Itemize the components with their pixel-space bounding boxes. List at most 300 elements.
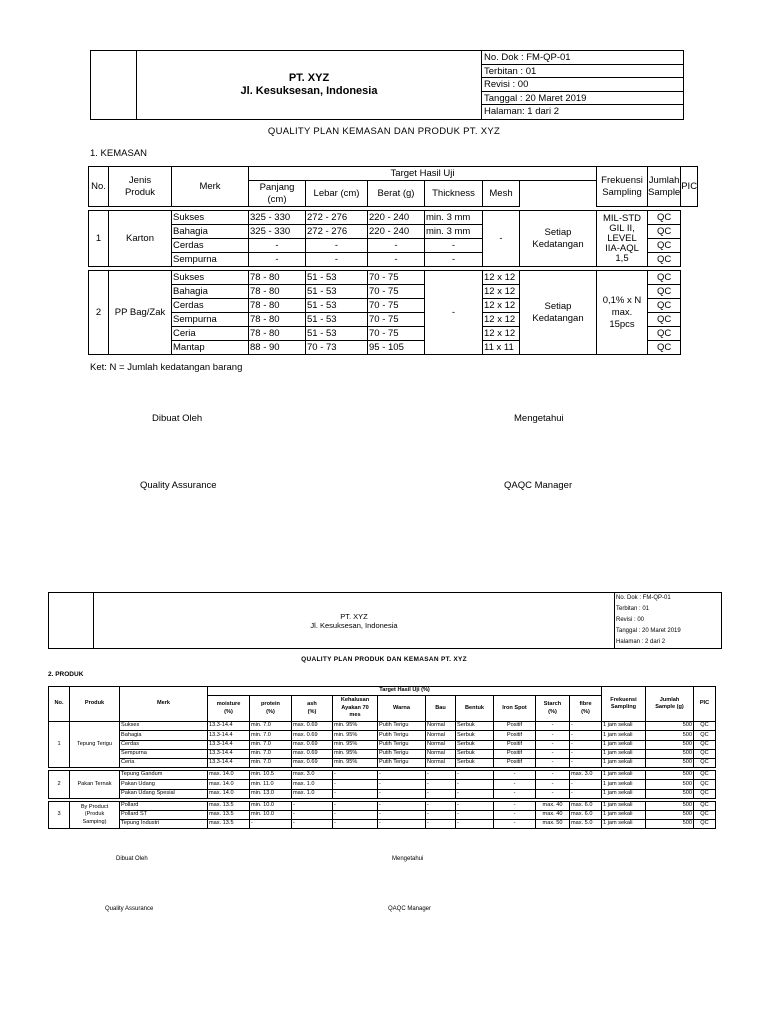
sign-dibuat-label: Dibuat Oleh (152, 413, 203, 424)
cell-keh: - (333, 820, 378, 829)
table-row (49, 820, 716, 829)
cell-warna: - (378, 771, 426, 780)
company-name: PT. XYZ (340, 611, 368, 621)
cell-panjang: 78 - 80 (249, 285, 306, 299)
group-jenis: PP Bag/Zak (109, 271, 172, 355)
table-row (89, 271, 698, 285)
group-by-product (49, 798, 716, 829)
table-row (49, 771, 716, 780)
cell-prot: min. 7.0 (250, 722, 292, 731)
header-bentuk: Bentuk (456, 696, 494, 722)
cell-keh: - (333, 810, 378, 819)
header-thickness: Thickness (425, 181, 483, 207)
table-row (49, 731, 716, 740)
cell-iron: - (494, 771, 536, 780)
meta-no-dok: No. Dok : FM-QP-01 (482, 51, 683, 65)
cell-bau: - (426, 789, 456, 798)
cell-keh: min. 95% (333, 740, 378, 749)
cell-fibre: max. 6.0 (570, 810, 602, 819)
cell-fibre: max. 3.0 (570, 771, 602, 780)
cell-bau: Normal (426, 749, 456, 758)
cell-warna: Putih Terigu (378, 758, 426, 767)
cell-bau: Normal (426, 740, 456, 749)
sign-mengetahui-label: Mengetahui (392, 856, 424, 862)
cell-frek: 1 jam sekali (602, 731, 646, 740)
footnote: Ket: N = Jumlah kedatangan barang (90, 362, 243, 373)
cell-prot: min. 10.0 (250, 801, 292, 810)
cell-pic: QC (648, 299, 681, 313)
cell-bau: Normal (426, 722, 456, 731)
cell-thickness: - (425, 253, 483, 267)
header-lebar: Lebar (cm) (306, 181, 368, 207)
cell-mesh: 11 x 11 (483, 341, 520, 355)
cell-starch: max. 40 (536, 801, 570, 810)
group-jumlah: MIL-STD GIL II, LEVEL IIA-AQL 1,5 (597, 211, 648, 267)
cell-pic: QC (694, 810, 716, 819)
cell-merk: Cerdas (120, 740, 208, 749)
cell-fibre: - (570, 789, 602, 798)
cell-merk: Sempurna (172, 253, 249, 267)
cell-jml: 500 (646, 820, 694, 829)
cell-merk: Tepung Industri (120, 820, 208, 829)
cell-prot: min. 10.5 (250, 771, 292, 780)
cell-panjang: 78 - 80 (249, 271, 306, 285)
cell-jml: 500 (646, 749, 694, 758)
cell-bau: - (426, 771, 456, 780)
cell-keh: - (333, 780, 378, 789)
cell-warna: Putih Terigu (378, 740, 426, 749)
cell-fibre: - (570, 780, 602, 789)
table-row (49, 780, 716, 789)
header-target: Target Hasil Uji (%) (208, 687, 602, 696)
group-pakan-ternak (49, 768, 716, 799)
cell-ash: - (292, 820, 333, 829)
cell-moist: 13.3-14.4 (208, 731, 250, 740)
cell-merk: Pakan Udang (120, 780, 208, 789)
cell-merk: Bahagia (172, 285, 249, 299)
cell-starch: - (536, 731, 570, 740)
table-row (49, 722, 716, 731)
table-row (49, 749, 716, 758)
table-row (89, 211, 698, 225)
meta-halaman: Halaman : 2 dari 2 (616, 639, 666, 645)
cell-ash: max. 1.0 (292, 789, 333, 798)
cell-iron: - (494, 810, 536, 819)
header-jumlah: Jumlah Sample (648, 167, 681, 207)
section-heading: 2. PRODUK (48, 671, 84, 678)
group-mesh: - (483, 211, 520, 267)
cell-starch: - (536, 789, 570, 798)
cell-pic: QC (648, 341, 681, 355)
cell-prot: min. 11.0 (250, 780, 292, 789)
cell-ash: max. 3.0 (292, 771, 333, 780)
document-title: QUALITY PLAN PRODUK DAN KEMASAN PT. XYZ (301, 656, 467, 663)
cell-moist: 13.3-14.4 (208, 722, 250, 731)
sign-mengetahui-label: Mengetahui (514, 413, 564, 424)
cell-keh: min. 95% (333, 731, 378, 740)
meta-terbitan: Terbitan : 01 (616, 606, 650, 612)
cell-panjang: 78 - 80 (249, 299, 306, 313)
cell-bentuk: - (456, 780, 494, 789)
cell-frek: 1 jam sekali (602, 780, 646, 789)
cell-ash: - (292, 801, 333, 810)
header-protein: protein (%) (250, 696, 292, 722)
cell-lebar: 51 - 53 (306, 327, 368, 341)
cell-pic: QC (648, 225, 681, 239)
cell-jml: 500 (646, 758, 694, 767)
cell-merk: Pakan Udang Spesial (120, 789, 208, 798)
cell-moist: 13.3-14.4 (208, 758, 250, 767)
cell-lebar: 51 - 53 (306, 285, 368, 299)
header-bau: Bau (426, 696, 456, 722)
cell-frek: 1 jam sekali (602, 810, 646, 819)
group-frekuensi: Setiap Kedatangan (520, 271, 597, 355)
header-moisture: moisture (%) (208, 696, 250, 722)
cell-mesh: 12 x 12 (483, 271, 520, 285)
cell-frek: 1 jam sekali (602, 789, 646, 798)
cell-bentuk: - (456, 820, 494, 829)
cell-warna: Putih Terigu (378, 749, 426, 758)
cell-frek: 1 jam sekali (602, 749, 646, 758)
section-heading: 1. KEMASAN (90, 148, 148, 159)
cell-warna: - (378, 789, 426, 798)
cell-moist: max. 14.0 (208, 771, 250, 780)
cell-fibre: - (570, 740, 602, 749)
cell-berat: 95 - 105 (368, 341, 425, 355)
cell-berat: 70 - 75 (368, 327, 425, 341)
cell-iron: Positif (494, 740, 536, 749)
company-address: Jl. Kesuksesan, Indonesia (310, 620, 398, 630)
cell-frek: 1 jam sekali (602, 740, 646, 749)
header-iron-spot: Iron Spot (494, 696, 536, 722)
cell-starch: - (536, 758, 570, 767)
meta-halaman: Halaman: 1 dari 2 (484, 106, 559, 118)
header-pic: PIC (681, 167, 698, 207)
cell-lebar: - (306, 239, 368, 253)
cell-iron: - (494, 780, 536, 789)
cell-pic: QC (694, 731, 716, 740)
cell-warna: - (378, 780, 426, 789)
company-address: Jl. Kesuksesan, Indonesia (240, 85, 378, 97)
cell-bau: - (426, 820, 456, 829)
cell-lebar: - (306, 253, 368, 267)
sign-dibuat-label: Dibuat Oleh (116, 856, 148, 862)
cell-pic: QC (648, 253, 681, 267)
header-starch: Starch (%) (536, 696, 570, 722)
cell-bau: - (426, 810, 456, 819)
sign-manager-label: QAQC Manager (388, 906, 432, 912)
cell-bentuk: - (456, 771, 494, 780)
cell-panjang: 78 - 80 (249, 327, 306, 341)
cell-prot: min. 7.0 (250, 740, 292, 749)
cell-starch: - (536, 780, 570, 789)
cell-pic: QC (694, 740, 716, 749)
cell-merk: Sempurna (120, 749, 208, 758)
cell-moist: max. 13.5 (208, 810, 250, 819)
cell-starch: - (536, 771, 570, 780)
cell-berat: 220 - 240 (368, 225, 425, 239)
cell-lebar: 70 - 73 (306, 341, 368, 355)
cell-warna: - (378, 810, 426, 819)
cell-merk: Mantap (172, 341, 249, 355)
header-no: No. (89, 167, 109, 207)
group-jumlah: 0,1% x N max. 15pcs (597, 271, 648, 355)
group-produk: By Product (Produk Samping) (70, 801, 120, 829)
header-warna: Warna (378, 696, 426, 722)
cell-jml: 500 (646, 731, 694, 740)
meta-revisi: Revisi : 00 (616, 617, 645, 623)
cell-frek: 1 jam sekali (602, 722, 646, 731)
cell-prot: min. 7.0 (250, 749, 292, 758)
sign-qa-label: Quality Assurance (140, 480, 217, 491)
cell-merk: Bahagia (120, 731, 208, 740)
cell-starch: max. 40 (536, 810, 570, 819)
group-produk: Pakan Ternak (70, 771, 120, 799)
header-merk: Merk (120, 687, 208, 722)
cell-thickness: min. 3 mm (425, 225, 483, 239)
header-merk: Merk (172, 167, 249, 207)
table-row (49, 740, 716, 749)
cell-mesh: 12 x 12 (483, 299, 520, 313)
cell-fibre: max. 6.0 (570, 801, 602, 810)
cell-merk: Cerdas (172, 299, 249, 313)
cell-lebar: 51 - 53 (306, 271, 368, 285)
cell-pic: QC (694, 801, 716, 810)
cell-jml: 500 (646, 810, 694, 819)
cell-panjang: - (249, 253, 306, 267)
cell-merk: Sukses (172, 271, 249, 285)
cell-moist: max. 13.5 (208, 820, 250, 829)
cell-jml: 500 (646, 740, 694, 749)
cell-panjang: 325 - 330 (249, 211, 306, 225)
cell-berat: 70 - 75 (368, 313, 425, 327)
cell-merk: Tepung Gandum (120, 771, 208, 780)
cell-starch: - (536, 740, 570, 749)
cell-bentuk: Serbuk (456, 722, 494, 731)
cell-iron: Positif (494, 722, 536, 731)
cell-ash: max. 0.69 (292, 758, 333, 767)
cell-warna: - (378, 801, 426, 810)
group-tepung-terigu (49, 722, 716, 768)
cell-lebar: 272 - 276 (306, 225, 368, 239)
cell-pic: QC (694, 789, 716, 798)
group-produk: Tepung Terigu (70, 722, 120, 768)
sign-qa-label: Quality Assurance (105, 906, 154, 912)
produk-table (48, 686, 716, 829)
cell-warna: Putih Terigu (378, 731, 426, 740)
cell-berat: - (368, 253, 425, 267)
header-target: Target Hasil Uji (249, 167, 597, 181)
cell-panjang: 88 - 90 (249, 341, 306, 355)
cell-merk: Sukses (172, 211, 249, 225)
table-row (49, 810, 716, 819)
cell-merk: Sempurna (172, 313, 249, 327)
cell-merk: Ceria (172, 327, 249, 341)
header-mesh: Mesh (483, 181, 520, 207)
cell-bentuk: Serbuk (456, 749, 494, 758)
cell-ash: max. 0.69 (292, 740, 333, 749)
cell-iron: - (494, 789, 536, 798)
page1-header (90, 50, 684, 120)
cell-frek: 1 jam sekali (602, 771, 646, 780)
sign-manager-label: QAQC Manager (504, 480, 573, 491)
cell-pic: QC (694, 820, 716, 829)
cell-jml: 500 (646, 771, 694, 780)
cell-pic: QC (694, 722, 716, 731)
cell-panjang: 78 - 80 (249, 313, 306, 327)
group-no: 3 (49, 801, 70, 829)
cell-keh: min. 95% (333, 749, 378, 758)
cell-jml: 500 (646, 780, 694, 789)
header-kehalusan: Kehalusan Ayakan 70 mes (333, 696, 378, 722)
cell-mesh: 12 x 12 (483, 327, 520, 341)
company-block (94, 593, 615, 648)
cell-pic: QC (694, 758, 716, 767)
cell-ash: max. 0.69 (292, 731, 333, 740)
cell-bau: - (426, 780, 456, 789)
group-no: 1 (89, 211, 109, 267)
cell-pic: QC (648, 327, 681, 341)
cell-lebar: 272 - 276 (306, 211, 368, 225)
cell-pic: QC (648, 211, 681, 225)
group-frekuensi: Setiap Kedatangan (520, 211, 597, 267)
cell-panjang: - (249, 239, 306, 253)
cell-ash: max. 1.0 (292, 780, 333, 789)
cell-pic: QC (648, 313, 681, 327)
cell-bentuk: Serbuk (456, 758, 494, 767)
cell-berat: 70 - 75 (368, 285, 425, 299)
cell-pic: QC (648, 271, 681, 285)
cell-pic: QC (694, 771, 716, 780)
cell-iron: Positif (494, 749, 536, 758)
cell-lebar: 51 - 53 (306, 299, 368, 313)
header-fibre: fibre (%) (570, 696, 602, 722)
cell-prot: min. 10.0 (250, 810, 292, 819)
header-ash: ash (%) (292, 696, 333, 722)
cell-merk: Sukses (120, 722, 208, 731)
cell-panjang: 325 - 330 (249, 225, 306, 239)
cell-bentuk: - (456, 789, 494, 798)
cell-keh: min. 95% (333, 758, 378, 767)
cell-pic: QC (648, 239, 681, 253)
cell-moist: 13.3-14.4 (208, 749, 250, 758)
header-jenis-produk: Jenis Produk (109, 167, 172, 207)
table-row (49, 801, 716, 810)
group-no: 1 (49, 722, 70, 768)
meta-no-dok: No. Dok : FM-QP-01 (616, 595, 671, 601)
page2-header (48, 592, 722, 649)
cell-moist: max. 13.5 (208, 801, 250, 810)
cell-bau: Normal (426, 731, 456, 740)
cell-lebar: 51 - 53 (306, 313, 368, 327)
cell-prot: min. 13.0 (250, 789, 292, 798)
cell-pic: QC (694, 749, 716, 758)
cell-fibre: - (570, 749, 602, 758)
cell-prot: - (250, 820, 292, 829)
cell-iron: Positif (494, 758, 536, 767)
cell-keh: - (333, 771, 378, 780)
company-name: PT. XYZ (288, 72, 330, 84)
company-block (137, 51, 482, 119)
cell-fibre: - (570, 722, 602, 731)
cell-berat: - (368, 239, 425, 253)
cell-fibre: max. 5.0 (570, 820, 602, 829)
cell-merk: Ceria (120, 758, 208, 767)
cell-bau: Normal (426, 758, 456, 767)
document-meta (482, 51, 683, 119)
header-no: No. (49, 687, 70, 722)
cell-prot: min. 7.0 (250, 758, 292, 767)
logo-placeholder (49, 593, 94, 648)
cell-starch: - (536, 749, 570, 758)
header-produk: Produk (70, 687, 120, 722)
cell-jml: 500 (646, 801, 694, 810)
cell-warna: - (378, 820, 426, 829)
cell-starch: max. 50 (536, 820, 570, 829)
cell-iron: - (494, 801, 536, 810)
table-row (49, 789, 716, 798)
cell-ash: - (292, 810, 333, 819)
cell-fibre: - (570, 758, 602, 767)
header-frekuensi: Frekuensi Sampling (597, 167, 648, 207)
meta-revisi: Revisi : 00 (482, 78, 683, 92)
cell-jml: 500 (646, 722, 694, 731)
cell-keh: min. 95% (333, 722, 378, 731)
table-row (49, 758, 716, 767)
header-frekuensi: Frekuensi Sampling (602, 687, 646, 722)
document-title: QUALITY PLAN KEMASAN DAN PRODUK PT. XYZ (267, 126, 501, 137)
meta-tanggal: Tanggal : 20 Maret 2019 (616, 628, 681, 634)
cell-bentuk: - (456, 810, 494, 819)
cell-bentuk: - (456, 801, 494, 810)
cell-ash: max. 0.69 (292, 749, 333, 758)
cell-moist: max. 14.0 (208, 780, 250, 789)
cell-pic: QC (694, 780, 716, 789)
group-jenis: Karton (109, 211, 172, 267)
cell-fibre: - (570, 731, 602, 740)
header-pic: PIC (694, 687, 716, 722)
cell-moist: max. 14.0 (208, 789, 250, 798)
cell-prot: min. 7.0 (250, 731, 292, 740)
cell-ash: max. 0.69 (292, 722, 333, 731)
header-berat: Berat (g) (368, 181, 425, 207)
cell-keh: - (333, 801, 378, 810)
cell-mesh: 12 x 12 (483, 285, 520, 299)
group-thickness: - (425, 271, 483, 355)
cell-pic: QC (648, 285, 681, 299)
group-no: 2 (49, 771, 70, 799)
cell-warna: Putih Terigu (378, 722, 426, 731)
cell-merk: Pollard ST (120, 810, 208, 819)
cell-thickness: min. 3 mm (425, 211, 483, 225)
cell-bentuk: Serbuk (456, 740, 494, 749)
group-no: 2 (89, 271, 109, 355)
meta-terbitan: Terbitan : 01 (482, 65, 683, 79)
cell-merk: Cerdas (172, 239, 249, 253)
cell-frek: 1 jam sekali (602, 820, 646, 829)
cell-thickness: - (425, 239, 483, 253)
cell-iron: - (494, 820, 536, 829)
cell-jml: 500 (646, 789, 694, 798)
cell-berat: 220 - 240 (368, 211, 425, 225)
logo-placeholder (91, 51, 137, 119)
cell-iron: Positif (494, 731, 536, 740)
meta-tanggal: Tanggal : 20 Maret 2019 (482, 92, 683, 106)
cell-moist: 13.3-14.4 (208, 740, 250, 749)
cell-keh: - (333, 789, 378, 798)
cell-mesh: 12 x 12 (483, 313, 520, 327)
cell-berat: 70 - 75 (368, 271, 425, 285)
